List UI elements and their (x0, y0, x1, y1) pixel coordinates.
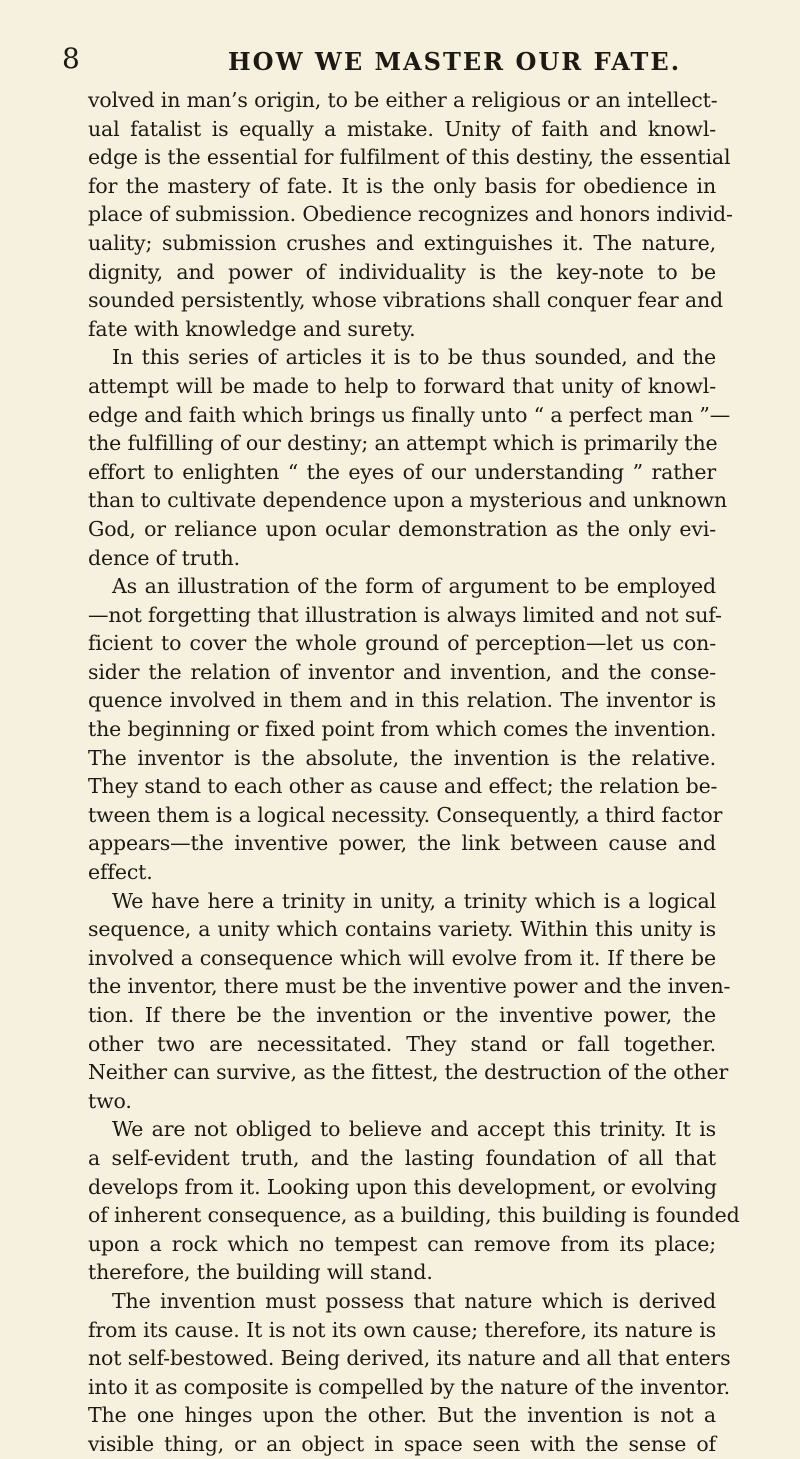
text-line: a self-evident truth, and the lasting foundation of all that (88, 1145, 716, 1170)
text-line: quence involved in them and in this relation. The inventor is (88, 688, 716, 713)
paragraph (88, 1115, 740, 1287)
text-line: two. (88, 1088, 132, 1113)
text-line: the fulfilling of our destiny; an attempt which is primarily the (88, 431, 718, 456)
text-line: They stand to each other as cause and effect; the relation be- (88, 774, 718, 799)
text-line: ual fatalist is equally a mistake. Unity of faith and knowl- (88, 116, 716, 141)
text-line: attempt will be made to help to forward that unity of knowl- (88, 373, 716, 398)
text-line: place of submission. Obedience recognizes and honors individ- (88, 202, 733, 227)
text-line: God, or reliance upon ocular demonstration as the only evi- (88, 516, 716, 541)
text-line: effect. (88, 860, 153, 885)
text-line: therefore, the building will stand. (88, 1260, 433, 1285)
text-line: edge is the essential for fulfilment of this destiny, the essential (88, 145, 731, 170)
text-line: We are not obliged to believe and accept this trinity. It is (112, 1117, 716, 1142)
text-line: volved in man’s origin, to be either a religious or an intellect- (88, 88, 718, 112)
text-line: from its cause. It is not its own cause; therefore, its nature is (88, 1317, 716, 1342)
text-line: involved a consequence which will evolve from it. If there be (88, 945, 716, 970)
paragraph (88, 343, 731, 572)
page-number: 8 (62, 42, 80, 75)
text-line: ficient to cover the whole ground of perception—let us con- (88, 631, 716, 656)
text-line: tween them is a logical necessity. Consequently, a third factor (88, 802, 723, 827)
text-line: sider the relation of inventor and invention, and the conse- (88, 659, 716, 684)
text-line: The one hinges upon the other. But the invention is not a (88, 1403, 716, 1428)
text-line: As an illustration of the form of argument to be employed (112, 574, 716, 599)
text-line: than to cultivate dependence upon a mysterious and unknown (88, 488, 727, 513)
text-line: into it as composite is compelled by the nature of the inventor. (88, 1374, 730, 1399)
text-line: uality; submission crushes and extinguishes it. The nature, (88, 230, 716, 255)
text-line: dence of truth. (88, 545, 240, 570)
text-line: of inherent consequence, as a building, this building is founded (88, 1203, 740, 1228)
paragraph (88, 887, 731, 1116)
text-line: The invention must possess that nature which is derived (112, 1288, 716, 1313)
text-line: dignity, and power of individuality is the key-note to be (88, 259, 716, 284)
text-line: sounded persistently, whose vibrations shall conquer fear and (88, 288, 724, 313)
text-line: edge and faith which brings us finally unto “ a perfect man ”— (88, 402, 731, 427)
text-line: other two are necessitated. They stand or fall together. (88, 1031, 716, 1056)
text-line: for the mastery of fate. It is the only basis for obedience in (88, 173, 716, 198)
text-line: effort to enlighten “ the eyes of our understanding ” rather (88, 459, 716, 484)
text-line: —not forgetting that illustration is always limited and not suf- (88, 602, 722, 627)
text-line: visible thing, or an object in space seen with the sense of (88, 1431, 716, 1456)
paragraph (88, 572, 723, 887)
text-line: develops from it. Looking upon this development, or evolving (88, 1174, 717, 1199)
body-text (88, 86, 740, 1459)
text-line: The inventor is the absolute, the invention is the relative. (88, 745, 716, 770)
paragraph (88, 86, 733, 343)
text-line: the inventor, there must be the inventive power and the inven- (88, 974, 731, 999)
paragraph (88, 1287, 731, 1459)
text-line: sequence, a unity which contains variety. Within this unity is (88, 917, 716, 942)
text-line: Neither can survive, as the fittest, the destruction of the other (88, 1060, 729, 1085)
running-head: HOW WE MASTER OUR FATE. (228, 47, 682, 76)
text-line: not self-bestowed. Being derived, its nature and all that enters (88, 1346, 731, 1371)
text-line: fate with knowledge and surety. (88, 316, 416, 341)
text-line: the beginning or fixed point from which comes the invention. (88, 717, 717, 742)
text-line: appears—the inventive power, the link between cause and (88, 831, 716, 856)
page-header (0, 38, 800, 78)
text-line: In this series of articles it is to be thus sounded, and the (112, 345, 716, 370)
text-line: We have here a trinity in unity, a trinity which is a logical (112, 888, 716, 913)
text-line: tion. If there be the invention or the inventive power, the (88, 1003, 716, 1027)
text-line: upon a rock which no tempest can remove from its place; (88, 1231, 716, 1256)
